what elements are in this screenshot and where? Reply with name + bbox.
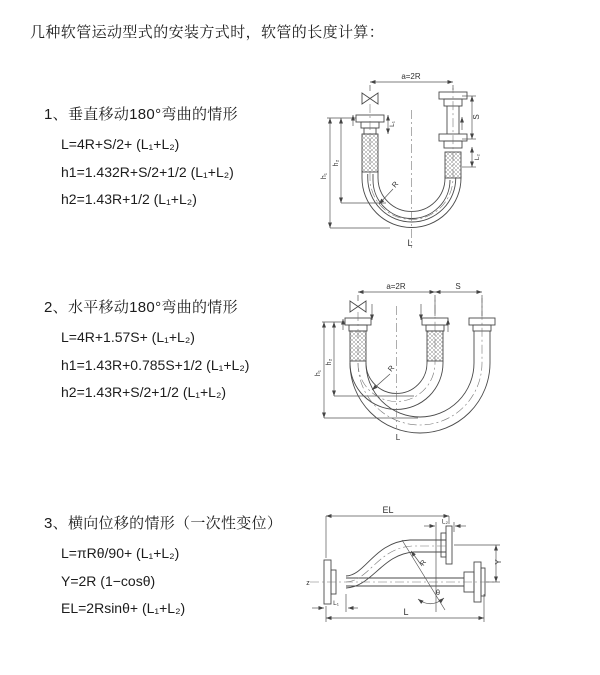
dim-label-h1: h₁ xyxy=(315,369,322,377)
section-3-heading: 3、横向位移的情形（一次性变位） xyxy=(44,515,283,532)
centerlines xyxy=(310,546,494,582)
section-1-heading: 1、垂直移动180°弯曲的情形 xyxy=(44,106,238,123)
dim-label-l: L xyxy=(395,433,401,442)
dim-label-l: L xyxy=(407,238,413,248)
formula-el: EL=2Rsinθ+ (L₁+L₂) xyxy=(61,600,186,616)
upper-right-flange xyxy=(446,526,452,564)
centerlines xyxy=(370,88,453,248)
page-title: 几种软管运动型式的安装方式时，软管的长度计算： xyxy=(30,24,385,41)
dim-label-h1: h₁ xyxy=(321,172,328,180)
formula-l: L=4R+S/2+ (L₁+L₂) xyxy=(61,136,180,152)
section-horizontal-180 xyxy=(44,296,319,407)
diagram-horizontal-180-bend xyxy=(310,278,590,458)
diagram-lateral-displacement xyxy=(298,500,598,650)
dim-label-r: R xyxy=(385,363,397,374)
formula-l: L=4R+1.57S+ (L₁+L₂) xyxy=(61,329,195,345)
formula-h2: h2=1.43R+1/2 (L₁+L₂) xyxy=(61,191,197,207)
valve-icon xyxy=(362,93,378,104)
dim-label-l1: L₁ xyxy=(333,600,339,607)
formula-y: Y=2R (1−cosθ) xyxy=(61,572,156,589)
dim-label-l2: L₂ xyxy=(474,153,481,161)
section-2-heading: 2、水平移动180°弯曲的情形 xyxy=(44,299,238,316)
dim-label-l1: L₁ xyxy=(389,121,396,127)
centerlines xyxy=(358,298,482,428)
formula-h1: h1=1.43R+0.785S+1/2 (L₁+L₂) xyxy=(61,356,250,373)
dimension-lines xyxy=(322,292,482,418)
dim-label-l2: L₂ xyxy=(441,518,449,526)
dim-label-s: S xyxy=(455,282,461,291)
dim-label-el: EL xyxy=(382,505,394,515)
valve-icon xyxy=(350,301,366,312)
dim-label-l: L xyxy=(403,607,409,617)
formula-h2: h2=1.43R+S/2+1/2 (L₁+L₂) xyxy=(61,384,227,400)
formula-l: L=πRθ/90+ (L₁+L₂) xyxy=(61,545,180,561)
dim-label-r: R xyxy=(389,179,401,190)
formula-h1: h1=1.432R+S/2+1/2 (L₁+L₂) xyxy=(61,163,234,180)
hose-drawing xyxy=(345,301,495,433)
hose-drawing xyxy=(324,526,485,604)
dim-label-theta: θ xyxy=(435,588,441,597)
centerline-z-mark: z xyxy=(306,580,310,587)
dim-label-y: Y xyxy=(494,559,503,565)
dim-label-s: S xyxy=(472,114,481,120)
dim-label-a2r: a=2R xyxy=(401,72,421,81)
dim-label-h2: h₂ xyxy=(333,159,340,167)
diagram-vertical-180-bend xyxy=(310,68,590,258)
dim-label-r: R xyxy=(419,559,429,568)
dim-label-a2r: a=2R xyxy=(386,282,406,291)
section-lateral-displacement xyxy=(44,512,319,623)
dim-label-h2: h₂ xyxy=(326,358,333,366)
section-vertical-180 xyxy=(44,103,319,214)
